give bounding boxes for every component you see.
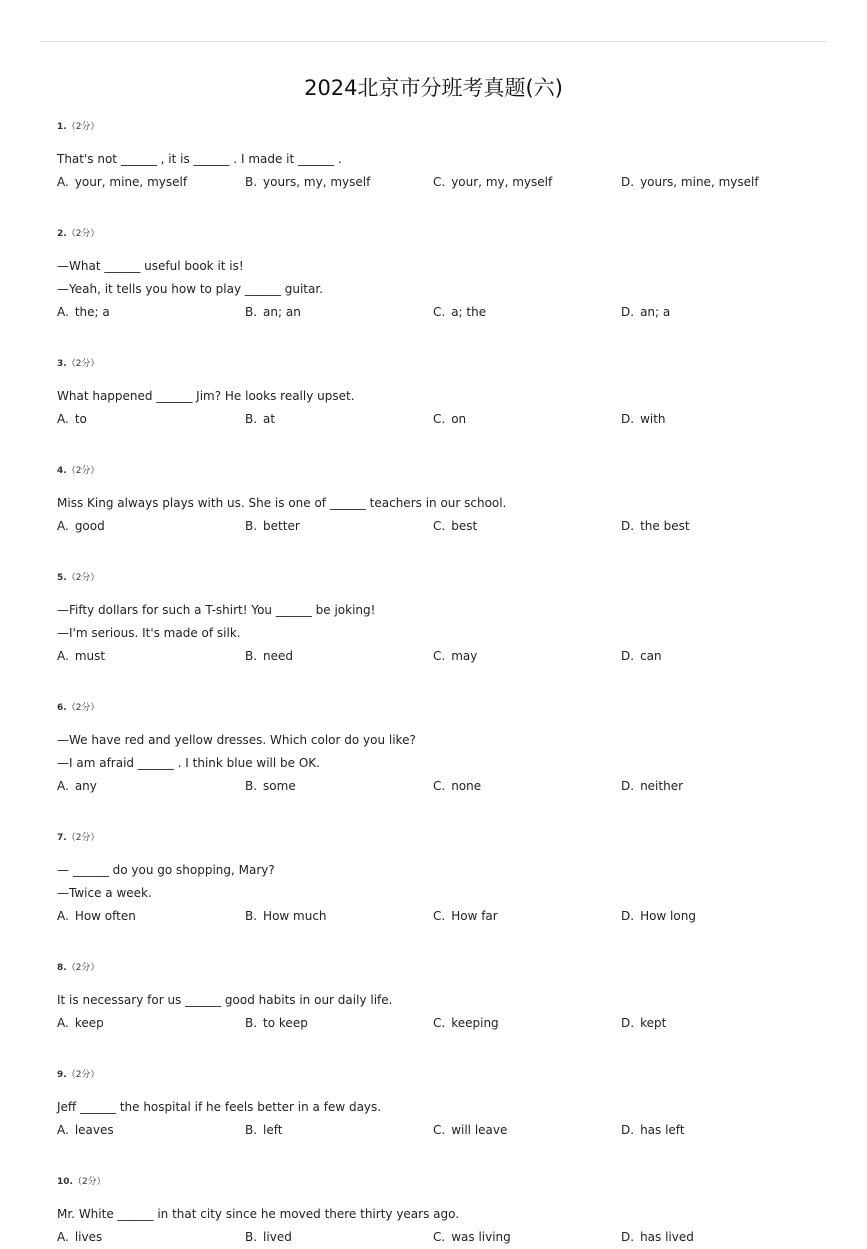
answer-option	[433, 775, 621, 798]
answer-option	[57, 171, 245, 194]
answer-option	[433, 1119, 621, 1142]
option-letter: C.	[433, 1016, 446, 1030]
answer-option	[245, 408, 433, 431]
question-number: 6.	[57, 703, 67, 713]
option-letter: C.	[433, 649, 446, 663]
answer-option	[57, 408, 245, 431]
answer-option	[433, 408, 621, 431]
question-item	[57, 1175, 827, 1249]
question-score: （2分）	[72, 1177, 106, 1187]
question-spacer	[57, 668, 827, 701]
option-text: lives	[74, 1230, 103, 1244]
question-text: Miss King always plays with us. She is one of ______ teachers in our school.	[57, 496, 507, 510]
answer-option	[433, 905, 621, 928]
question-number: 4.	[57, 466, 67, 476]
answer-option	[621, 905, 809, 928]
option-text: neither	[640, 779, 684, 793]
option-text: your, my, myself	[451, 175, 553, 189]
question-text: —Twice a week.	[57, 886, 152, 900]
question-number: 7.	[57, 833, 67, 843]
answer-option	[245, 1119, 433, 1142]
option-letter: C.	[433, 412, 446, 426]
option-letter: D.	[621, 909, 635, 923]
option-text: your, mine, myself	[74, 175, 188, 189]
option-letter: D.	[621, 305, 635, 319]
question-text: —Fifty dollars for such a T-shirt! You ______ be joking!	[57, 603, 376, 617]
answer-option	[621, 301, 809, 324]
question-item	[57, 227, 827, 357]
option-text: better	[263, 519, 300, 533]
option-text: keep	[74, 1016, 104, 1030]
option-letter: A.	[57, 779, 69, 793]
option-text: the; a	[74, 305, 110, 319]
answer-option	[245, 1226, 433, 1249]
question-header	[57, 227, 827, 241]
option-text: good	[74, 519, 105, 533]
question-score: （2分）	[66, 1070, 100, 1080]
answer-options	[57, 1226, 827, 1249]
option-letter: A.	[57, 909, 69, 923]
answer-option	[621, 645, 809, 668]
answer-option	[57, 1119, 245, 1142]
answer-option	[433, 1012, 621, 1035]
question-spacer	[57, 798, 827, 831]
question-score: （2分）	[66, 963, 100, 973]
question-number: 10.	[57, 1177, 73, 1187]
question-text: What happened ______ Jim? He looks really upset.	[57, 389, 355, 403]
option-text: How often	[74, 909, 136, 923]
question-header	[57, 464, 827, 478]
answer-option	[433, 645, 621, 668]
option-letter: A.	[57, 519, 69, 533]
option-text: to keep	[263, 1016, 308, 1030]
question-header	[57, 961, 827, 975]
option-letter: A.	[57, 305, 69, 319]
answer-option	[245, 645, 433, 668]
question-spacer	[57, 324, 827, 357]
option-letter: C.	[433, 909, 446, 923]
answer-options	[57, 645, 827, 668]
question-list	[57, 120, 827, 1249]
question-item	[57, 831, 827, 961]
question-spacer	[57, 928, 827, 961]
question-header	[57, 1068, 827, 1082]
question-header	[57, 120, 827, 134]
option-text: keeping	[451, 1016, 499, 1030]
answer-option	[57, 1226, 245, 1249]
page-top-divider	[40, 41, 827, 42]
option-text: an; a	[640, 305, 671, 319]
question-number: 2.	[57, 229, 67, 239]
option-text: How far	[451, 909, 498, 923]
question-item	[57, 120, 827, 227]
option-text: any	[74, 779, 97, 793]
answer-option	[57, 515, 245, 538]
answer-options	[57, 775, 827, 798]
question-score: （2分）	[66, 359, 100, 369]
question-item	[57, 357, 827, 464]
option-letter: C.	[433, 1230, 446, 1244]
option-letter: B.	[245, 1123, 258, 1137]
option-text: will leave	[451, 1123, 508, 1137]
question-number: 1.	[57, 122, 67, 132]
answer-options	[57, 408, 827, 431]
option-letter: D.	[621, 649, 635, 663]
option-text: with	[640, 412, 666, 426]
answer-options	[57, 1119, 827, 1142]
question-header	[57, 571, 827, 585]
option-text: the best	[640, 519, 690, 533]
answer-options	[57, 515, 827, 538]
option-text: best	[451, 519, 478, 533]
question-number: 9.	[57, 1070, 67, 1080]
answer-option	[621, 171, 809, 194]
option-text: an; an	[263, 305, 301, 319]
answer-options	[57, 301, 827, 324]
option-letter: B.	[245, 779, 258, 793]
question-text: That's not ______ , it is ______ . I made it ______ .	[57, 152, 342, 166]
option-text: kept	[640, 1016, 667, 1030]
option-letter: A.	[57, 1230, 69, 1244]
option-letter: B.	[245, 1016, 258, 1030]
question-score: （2分）	[66, 229, 100, 239]
option-text: none	[451, 779, 482, 793]
option-text: leaves	[74, 1123, 114, 1137]
option-text: a; the	[451, 305, 487, 319]
option-letter: B.	[245, 909, 258, 923]
answer-option	[57, 1012, 245, 1035]
option-letter: D.	[621, 175, 635, 189]
question-header	[57, 357, 827, 371]
answer-option	[433, 301, 621, 324]
option-text: How much	[263, 909, 327, 923]
question-item	[57, 701, 827, 831]
option-letter: B.	[245, 412, 258, 426]
question-spacer	[57, 1035, 827, 1068]
option-text: need	[263, 649, 294, 663]
answer-options	[57, 905, 827, 928]
option-text: lived	[263, 1230, 292, 1244]
option-text: has left	[640, 1123, 685, 1137]
option-text: was living	[451, 1230, 511, 1244]
question-text: Mr. White ______ in that city since he moved there thirty years ago.	[57, 1207, 460, 1221]
question-item	[57, 1068, 827, 1175]
option-letter: A.	[57, 649, 69, 663]
question-number: 8.	[57, 963, 67, 973]
answer-option	[57, 775, 245, 798]
question-item	[57, 464, 827, 571]
answer-option	[245, 171, 433, 194]
option-text: some	[263, 779, 296, 793]
question-header	[57, 701, 827, 715]
question-text: —I am afraid ______ . I think blue will be OK.	[57, 756, 320, 770]
option-letter: D.	[621, 779, 635, 793]
answer-option	[57, 645, 245, 668]
question-score: （2分）	[66, 573, 100, 583]
answer-option	[245, 1012, 433, 1035]
answer-option	[621, 515, 809, 538]
option-text: yours, my, myself	[263, 175, 371, 189]
option-letter: B.	[245, 519, 258, 533]
option-letter: B.	[245, 1230, 258, 1244]
option-text: to	[74, 412, 87, 426]
option-text: has lived	[640, 1230, 694, 1244]
answer-option	[245, 775, 433, 798]
question-score: （2分）	[66, 833, 100, 843]
question-score: （2分）	[66, 466, 100, 476]
option-letter: B.	[245, 649, 258, 663]
option-text: on	[451, 412, 467, 426]
option-letter: B.	[245, 175, 258, 189]
question-text: —What ______ useful book it is!	[57, 259, 244, 273]
question-text: — ______ do you go shopping, Mary?	[57, 863, 275, 877]
option-letter: B.	[245, 305, 258, 319]
question-spacer	[57, 1142, 827, 1175]
answer-option	[57, 905, 245, 928]
option-letter: D.	[621, 1230, 635, 1244]
answer-option	[245, 905, 433, 928]
option-letter: A.	[57, 175, 69, 189]
option-text: left	[263, 1123, 283, 1137]
option-letter: C.	[433, 519, 446, 533]
option-letter: A.	[57, 412, 69, 426]
option-letter: C.	[433, 779, 446, 793]
answer-option	[433, 171, 621, 194]
question-text: —Yeah, it tells you how to play ______ guitar.	[57, 282, 323, 296]
page-title: 2024北京市分班考真题(六)	[304, 76, 563, 100]
answer-option	[621, 1119, 809, 1142]
answer-option	[433, 1226, 621, 1249]
answer-options	[57, 1012, 827, 1035]
answer-option	[621, 1012, 809, 1035]
option-letter: C.	[433, 1123, 446, 1137]
option-text: yours, mine, myself	[640, 175, 759, 189]
question-spacer	[57, 431, 827, 464]
answer-option	[433, 515, 621, 538]
question-spacer	[57, 538, 827, 571]
question-number: 3.	[57, 359, 67, 369]
option-letter: D.	[621, 1016, 635, 1030]
answer-options	[57, 171, 827, 194]
option-letter: D.	[621, 1123, 635, 1137]
answer-option	[57, 301, 245, 324]
answer-option	[245, 515, 433, 538]
answer-option	[621, 1226, 809, 1249]
option-text: must	[74, 649, 106, 663]
answer-option	[621, 775, 809, 798]
question-text: —I'm serious. It's made of silk.	[57, 626, 241, 640]
question-text: —We have red and yellow dresses. Which color do you like?	[57, 733, 416, 747]
option-letter: A.	[57, 1016, 69, 1030]
option-text: can	[640, 649, 662, 663]
option-text: How long	[640, 909, 696, 923]
question-number: 5.	[57, 573, 67, 583]
option-letter: A.	[57, 1123, 69, 1137]
option-letter: D.	[621, 519, 635, 533]
question-header	[57, 1175, 827, 1189]
question-item	[57, 961, 827, 1068]
question-score: （2分）	[66, 703, 100, 713]
question-score: （2分）	[66, 122, 100, 132]
question-text: It is necessary for us ______ good habits in our daily life.	[57, 993, 393, 1007]
question-spacer	[57, 194, 827, 227]
option-letter: D.	[621, 412, 635, 426]
answer-option	[245, 301, 433, 324]
question-header	[57, 831, 827, 845]
option-letter: C.	[433, 175, 446, 189]
question-item	[57, 571, 827, 701]
option-text: may	[451, 649, 478, 663]
option-text: at	[263, 412, 276, 426]
answer-option	[621, 408, 809, 431]
question-text: Jeff ______ the hospital if he feels better in a few days.	[57, 1100, 382, 1114]
option-letter: C.	[433, 305, 446, 319]
